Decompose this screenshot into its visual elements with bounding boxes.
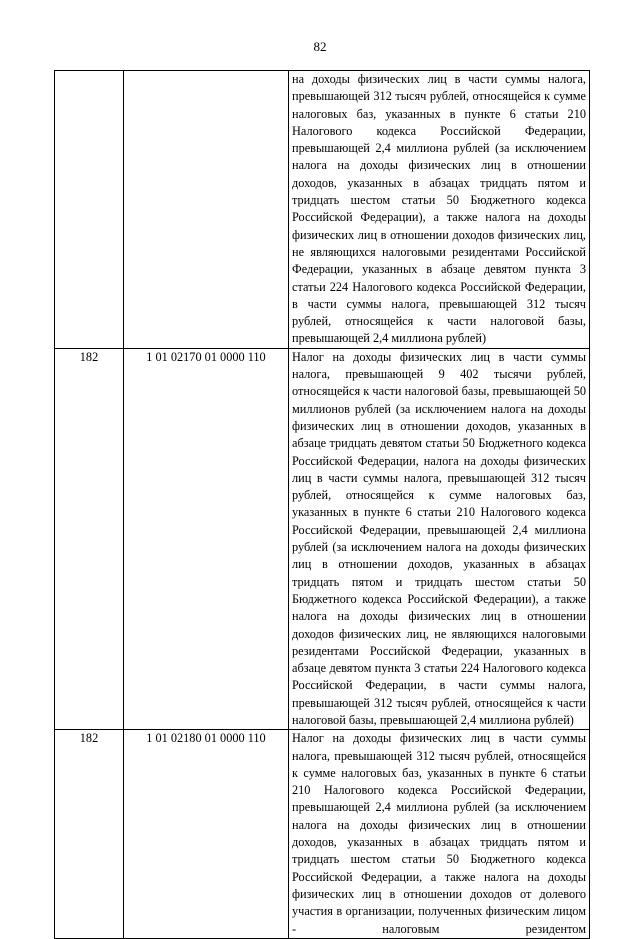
admin-code-cell: 182 bbox=[55, 730, 124, 939]
page-number: 82 bbox=[313, 39, 327, 54]
kbk-code-cell: 1 01 02170 01 0000 110 bbox=[124, 348, 289, 730]
description-cell: Налог на доходы физических лиц в части суммы налога, превышающей 9 402 тысячи рублей, относящейся к части налоговой базы, превышающей 50 миллионов рублей (за исключением налога на доходы физических лиц в отношении доходов, указанных в абзаце тридцать девятом статьи 50 Бюджетного кодекса Российской Федерации, налога на доходы физических лиц в части суммы налога, превышающей 312 тысяч рублей, относящейся к сумме налоговых баз, указанных в пункте 6 статьи 210 Налогового кодекса Российской Федерации, превышающей 2,4 миллиона рублей (за исключением налога на доходы физических лиц в отношении доходов, указанных в абзацах тридцать пятом и тридцать шестом статьи 50 Бюджетного кодекса Российской Федерации), а также налога на доходы физических лиц в отношении доходов физических лиц, не являющихся налоговыми резидентами Российской Федерации, указанных в абзаце девятом пункта 3 статьи 224 Налогового кодекса Российской Федерации, в части суммы налога, превышающей 312 тысяч рублей, относящейся к части налоговой базы, превышающей 2,4 миллиона рублей) bbox=[289, 348, 590, 730]
kbk-code-cell: 1 01 02180 01 0000 110 bbox=[124, 730, 289, 939]
admin-code-cell: 182 bbox=[55, 348, 124, 730]
table-row bbox=[55, 730, 590, 939]
table-row bbox=[55, 71, 590, 349]
admin-code-cell bbox=[55, 71, 124, 349]
description-cell: Налог на доходы физических лиц в части суммы налога, превышающей 312 тысяч рублей, относящейся к сумме налоговых баз, указанных в пункте 6 статьи 210 Налогового кодекса Российской Федерации, превышающей 2,4 миллиона рублей (за исключением налога на доходы физических лиц в отношении доходов, указанных в абзацах тридцать пятом и тридцать шестом статьи 50 Бюджетного кодекса Российской Федерации, а также налога на доходы физических лиц в отношении доходов от долевого участия в организации, полученных физическим лицом - налоговым резидентом bbox=[289, 730, 590, 939]
description-cell: на доходы физических лиц в части суммы налога, превышающей 312 тысяч рублей, относящейся к сумме налоговых баз, указанных в пункте 6 статьи 210 Налогового кодекса Российской Федерации, превышающей 2,4 миллиона рублей (за исключением налога на доходы физических лиц в отношении доходов, указанных в абзацах тридцать пятом и тридцать шестом статьи 50 Бюджетного кодекса Российской Федерации), а также налога на доходы физических лиц в отношении доходов физических лиц, не являющихся налоговыми резидентами Российской Федерации, указанных в абзаце девятом пункта 3 статьи 224 Налогового кодекса Российской Федерации, в части суммы налога, превышающей 312 тысяч рублей, относящейся к части налоговой базы, превышающей 2,4 миллиона рублей) bbox=[289, 71, 590, 349]
budget-classification-table bbox=[54, 70, 590, 939]
kbk-code-cell bbox=[124, 71, 289, 349]
table-row bbox=[55, 348, 590, 730]
